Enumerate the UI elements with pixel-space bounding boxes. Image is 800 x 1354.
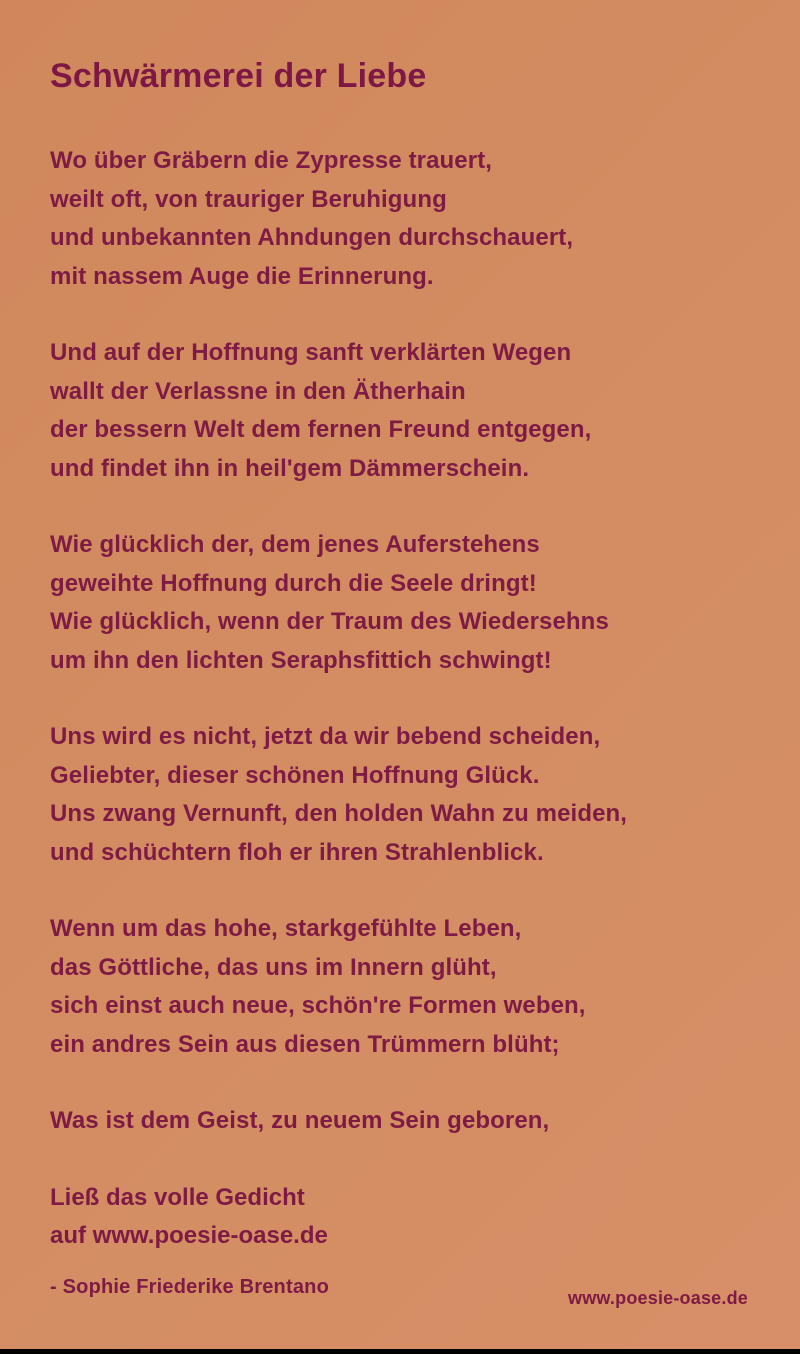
site-watermark: www.poesie-oase.de [568,1288,748,1308]
poem-line: der bessern Welt dem fernen Freund entgegen, [50,416,592,443]
stanza-6 [50,1102,750,1141]
poem-line: das Göttliche, das uns im Innern glüht, [50,953,497,981]
poem-line: Was ist dem Geist, zu neuem Sein geboren, [50,1107,550,1134]
author-attribution: - Sophie Friederike Brentano [50,1275,329,1298]
poem-line: geweihte Hoffnung durch die Seele dringt! [50,569,537,597]
poem-line: Und auf der Hoffnung sanft verklärten Wegen [50,339,572,366]
full-poem-cta [50,1179,750,1256]
poem-line: Uns wird es nicht, jetzt da wir bebend scheiden, [50,723,601,750]
poem-line: ein andres Sein aus diesen Trümmern blüht; [50,1030,560,1058]
poem-line: Wenn um das hohe, starkgefühlte Leben, [50,915,522,942]
stanza-4 [50,718,750,872]
poem-line: und unbekannten Ahndungen durchschauert, [50,224,574,251]
poem-line: weilt oft, von trauriger Beruhigung [50,185,447,213]
bottom-border-bar [0,1349,800,1354]
stanza-2 [50,334,750,488]
stanza-1 [50,142,750,296]
poem-line: Uns zwang Vernunft, den holden Wahn zu meiden, [50,800,628,827]
poem-line: wallt der Verlassne in den Ätherhain [50,377,466,405]
stanza-5 [50,910,750,1064]
poem-line: und schüchtern floh er ihren Strahlenblick. [50,838,544,866]
poem-line: sich einst auch neue, schön're Formen weben, [50,992,586,1019]
poem-title: Schwärmerei der Liebe [50,57,427,95]
poem-line: Wo über Gräbern die Zypresse trauert, [50,147,493,174]
poem-line: Wie glücklich, wenn der Traum des Wiedersehns [50,608,609,635]
poem-line: Geliebter, dieser schönen Hoffnung Glück. [50,761,540,789]
cta-line: Ließ das volle Gedicht [50,1183,305,1211]
stanza-3 [50,526,750,680]
poem-line: mit nassem Auge die Erinnerung. [50,262,434,290]
poem-line: und findet ihn in heil'gem Dämmerschein. [50,454,530,482]
poem-line: Wie glücklich der, dem jenes Auferstehens [50,531,540,558]
poem-line: um ihn den lichten Seraphsfittich schwingt! [50,646,552,674]
cta-site-link[interactable]: auf www.poesie-oase.de [50,1222,328,1249]
